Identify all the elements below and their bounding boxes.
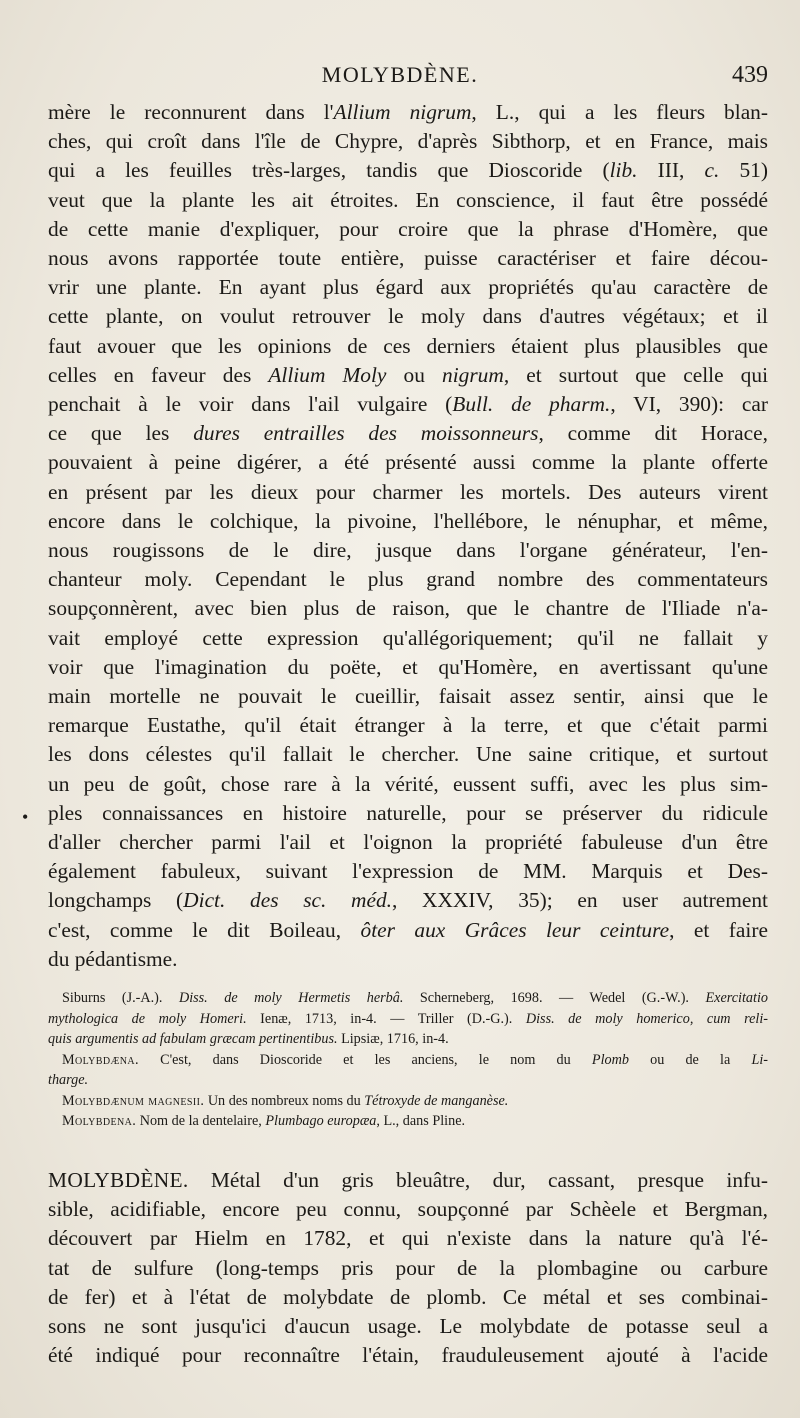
note-line-3: quis argumentis ad fabulam græcam pertinentibus. Lipsiæ, 1716, in-4. — [48, 1031, 449, 1047]
body-line-24: un peu de goût, chose rare à la vérité, eussent suffi, avec les plus sim- — [48, 771, 768, 796]
body-line-27: également fabuleux, suivant l'expression de MM. Marquis et Des- — [48, 859, 768, 884]
page-number: 439 — [732, 62, 768, 88]
note-line-1: Siburns (J.-A.). Diss. de moly Hermetis herbâ. Scherneberg, 1698. — Wedel (G.-W.). Exercitatio — [62, 990, 768, 1006]
note-line-7: Molybdena. Nom de la dentelaire, Plumbago europæa, L., dans Pline. — [62, 1113, 466, 1129]
note-line-4: Molybdæna. C'est, dans Dioscoride et les anciens, le nom du Plomb ou de la Li- — [62, 1051, 768, 1068]
body-line-18: soupçonnèrent, avec bien plus de raison, que le chantre de l'Iliade n'a- — [48, 596, 768, 621]
running-head — [0, 62, 800, 96]
body-line-7: vrir une plante. En ayant plus égard aux propriétés qu'au caractère de — [48, 275, 768, 300]
body-line-22: remarque Eustathe, qu'il était étranger à la terre, et que c'était parmi — [48, 713, 768, 738]
body-line-2: ches, qui croît dans l'île de Chypre, d'après Sibthorp, et en France, mais — [48, 129, 768, 154]
note-line-2: mythologica de moly Homeri. Ienæ, 1713, in-4. — Triller (D.-G.). Diss. de moly homerico, cum reli- — [48, 1010, 768, 1027]
body-line-19: vait employé cette expression qu'allégoriquement; qu'il ne fallait y — [48, 625, 768, 650]
body-line-12: ce que les dures entrailles des moissonneurs, comme dit Horace, — [48, 421, 768, 446]
notes-block — [48, 988, 768, 1132]
main-text — [48, 98, 768, 974]
entry-line-1: MOLYBDÈNE. Métal d'un gris bleuâtre, dur, cassant, presque infu- — [48, 1168, 768, 1192]
molybdene-entry — [48, 1166, 768, 1370]
body-line-13: pouvaient à peine digérer, a été présenté aussi comme la plante offerte — [48, 450, 768, 475]
body-line-20: voir que l'imagination du poëte, et qu'Homère, en avertissant qu'une — [48, 654, 768, 679]
entry-line-4: tat de sulfure (long-temps pris pour de la plombagine ou carbure — [48, 1255, 768, 1280]
body-line-5: de cette manie d'expliquer, pour croire que la phrase d'Homère, que — [48, 216, 768, 241]
body-line-10: celles en faveur des Allium Moly ou nigrum, et surtout que celle qui — [48, 362, 768, 387]
body-line-15: encore dans le colchique, la pivoine, l'hellébore, le nénuphar, et même, — [48, 508, 768, 533]
body-line-14: en présent par les dieux pour charmer les mortels. Des auteurs virent — [48, 479, 768, 504]
note-line-6: Molybdænum magnesii. Un des nombreux noms du Tétroxyde de manganèse. — [62, 1092, 509, 1109]
body-line-8: cette plante, on voulut retrouver le moly dans d'autres végétaux; et il — [48, 304, 768, 329]
note-line-5: tharge. — [48, 1072, 89, 1088]
body-line-16: nous rougissons de le dire, jusque dans l'organe générateur, l'en- — [48, 538, 768, 563]
body-line-17: chanteur moly. Cependant le plus grand nombre des commentateurs — [48, 567, 768, 592]
body-line-26: d'aller chercher parmi l'ail et l'oignon la propriété fabuleuse d'un être — [48, 830, 768, 855]
body-line-4: veut que la plante les ait étroites. En conscience, il faut être possédé — [48, 187, 768, 212]
body-line-1: mère le reconnurent dans l'Allium nigrum, L., qui a les fleurs blan- — [48, 100, 768, 124]
body-line-29: c'est, comme le dit Boileau, ôter aux Grâces leur ceinture, et faire — [48, 917, 768, 942]
entry-line-2: sible, acidifiable, encore peu connu, soupçonné par Schèele et Bergman, — [48, 1197, 768, 1222]
body-line-9: faut avouer que les opinions de ces derniers étaient plus plausibles que — [48, 333, 768, 358]
entry-line-7: été indiqué pour reconnaître l'étain, frauduleusement ajouté à l'acide — [48, 1343, 768, 1368]
body-line-23: les dons célestes qu'il fallait le chercher. Une saine critique, et surtout — [48, 742, 768, 767]
body-line-21: main mortelle ne pouvait le cueillir, faisait assez sentir, ainsi que le — [48, 684, 768, 709]
entry-line-6: sons ne sont jusqu'ici d'aucun usage. Le molybdate de potasse seul a — [48, 1314, 768, 1339]
body-line-11: penchait à le voir dans l'ail vulgaire (Bull. de pharm., VI, 390): car — [48, 392, 768, 417]
margin-mark: • — [22, 807, 29, 827]
body-line-3: qui a les feuilles très-larges, tandis que Dioscoride (lib. III, c. 51) — [48, 158, 768, 183]
entry-line-3: découvert par Hielm en 1782, et qui n'existe dans la nature qu'à l'é- — [48, 1226, 768, 1251]
body-line-25: ples connaissances en histoire naturelle, pour se préserver du ridicule — [48, 800, 768, 825]
running-title: MOLYBDÈNE. — [321, 62, 479, 87]
entry-line-5: de fer) et à l'état de molybdate de plomb. Ce métal et ses combinai- — [48, 1284, 768, 1309]
body-line-28: longchamps (Dict. des sc. méd., XXXIV, 35); en user autrement — [48, 888, 768, 913]
body-line-6: nous avons rapportée toute entière, puisse caractériser et faire décou- — [48, 246, 768, 271]
body-line-30: du pédantisme. — [48, 946, 178, 971]
